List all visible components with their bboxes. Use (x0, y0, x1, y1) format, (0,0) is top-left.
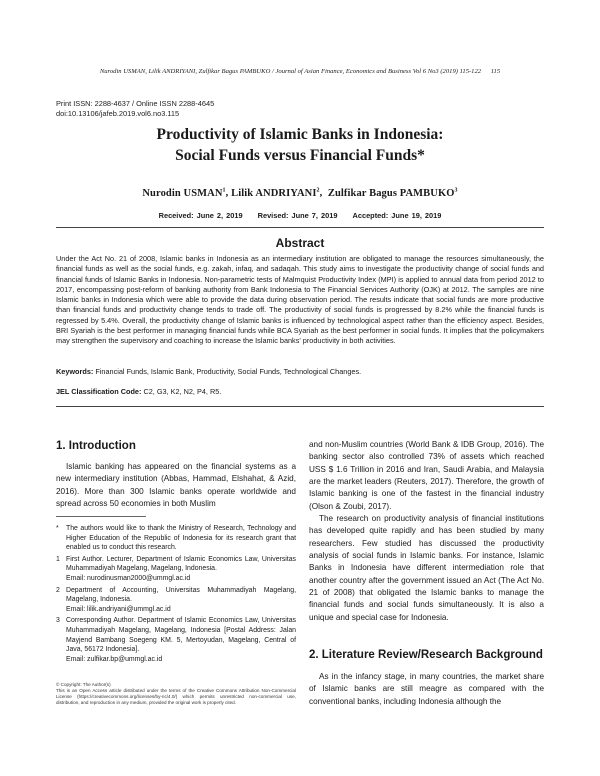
title-line-2: Social Funds versus Financial Funds* (175, 147, 425, 164)
intro-paragraph-2: and non-Muslim countries (World Bank & IDB Group, 2016). The banking sector also controlled 73% of assets which reached USS $ 1.6 Trillion in 2016 and Iran, Saudi Arabia, and Malaysia are the market leaders (Reuters, 2017). Therefore, the growth of Islamic banking is one of the fastest in the financial industry (Olson & Zoubi, 2017). (309, 440, 544, 511)
title-line-1: Productivity of Islamic Banks in Indonesia: (156, 126, 444, 143)
author-2: Lilik ANDRIYANI$^2$ (231, 187, 320, 199)
email-author-3: Email: zulfikar.bp@ummgl.ac.id (66, 655, 163, 663)
abstract-body: Under the Act No. 21 of 2008, Islamic banks in Indonesia as an intermediary institution are obligated to manage the resources simultaneously, the financial funds as well as the social funds, e.g. zakah, infaq, and sadaqah. This study aims to investigate the productivity change of social funds and financial funds of Islamic Banks in Indonesia. Non-parametric tests of Malmquist Productivity Index (MPI) is applied to annual data from period 2012 to 2017, encompassing post-reform of banking authority from Bank Indonesia to The Financial Services Authority (OJK) at 2012. The samples are nine Islamic banks in Indonesia which were able to provide the data during observation period. The results indicate that social funds are more productive than financial funds and productivity change tends to trade off. The productivity of social funds is progressed by 8.2% while the financial funds is regressed by 5.4%. Overall, the productivity change of Islamic banks is influenced by technological aspect rather than the efficiency aspect. Besides, BRI Syariah is the best performer in managing financial funds while BCA Syariah as the best performer in social funds. It implies that the policymakers may strengthen the supervisory and coaching to increase the Islamic banks' productivity in both activities. (56, 254, 544, 346)
paper-title (0, 124, 600, 166)
submission-dates (0, 211, 600, 220)
author-1: Nurodin USMAN$^1$ (142, 187, 226, 199)
license-text: This is an Open Access article distributed under the terms of the Creative Commons Attribution Non-Commercial License (https://creativecommons.org/licenses/by-nc/4.0/) which permits unrestricted non-commercial use, distribution, and reproduction in any medium, provided the original work is properly cited. (56, 688, 296, 705)
footnotes (56, 524, 296, 666)
divider-top (56, 227, 544, 228)
keywords (56, 367, 544, 377)
footnote-3: 3 Corresponding Author. Department of Islamic Economics Law, Universitas Muhammadiyah Magelang, Magelang, Indonesia [Postal Address: Jalan Mayjend Bambang Soegeng KM. 5, Mertoyudan, Magelang, Central of Java, 56172 Indonesia]. Email: zulfikar.bp@ummgl.ac.id (56, 617, 296, 663)
jel-label: JEL Classification Code: (56, 387, 142, 396)
copyright-line: © Copyright: The Author(s) (56, 682, 111, 687)
author-list: Nurodin USMAN$^1$, Lilik ANDRIYANI$^2$, Zulfikar Bagus PAMBUKO$^3$ (142, 187, 458, 199)
literature-paragraph-1: As in the infancy stage, in many countries, the market share of Islamic banks are still meagre as compared with the conventional banks, including Indonesia although the (309, 672, 544, 706)
intro-right-column (309, 439, 544, 624)
intro-paragraph-1: Islamic banking has appeared on the financial systems as a new intermediary institution (Abbas, Hammad, Elshahat, & Azid, 2016). More than 300 Islamic banks operate worldwide and spread across 50 economies in both Muslim (56, 462, 296, 509)
divider-bottom (56, 406, 544, 407)
license-block (56, 682, 296, 706)
running-header (40, 68, 560, 75)
accepted-date: Accepted: June 19, 2019 (352, 211, 442, 220)
intro-paragraph-3: The research on productivity analysis of financial institutions has developed quite rapidly and has been studied by many researchers. Few studied has discussed the productivity analysis of social funds in Islamic banks. For instance, Islamic Banks in Indonesia have different intermediation role that another country after the government issued an Act (The Act No. 21 of 2008) that obligated the Islamic banks to manage the financial funds and social funds simultaneously. It is also a unique and special case for Indonesia. (309, 514, 544, 622)
footnote-ack: * The authors would like to thank the Ministry of Research, Technology and Higher Education of the Republic of Indonesia for its research grant that enabled us to conduct this research. (56, 525, 296, 552)
abstract-heading: Abstract (275, 236, 325, 250)
section-heading-literature: 2. Literature Review/Research Background (309, 649, 543, 661)
email-author-1: Email: nurodinusman2000@ummgl.ac.id (66, 574, 191, 582)
running-header-text: Nurodin USMAN, Lilik ANDRIYANI, Zulfikar Bagus PAMBUKO / Journal of Asian Finance, Economics and Business Vol 6 No3 (2019) 115-122 (99, 68, 482, 75)
revised-date: Revised: June 7, 2019 (257, 211, 338, 220)
keywords-text: Financial Funds, Islamic Bank, Productivity, Social Funds, Technological Changes. (95, 367, 362, 376)
jel-codes (56, 387, 544, 397)
received-date: Received: June 2, 2019 (158, 211, 243, 220)
footnote-1: 1 First Author. Lecturer, Department of Islamic Economics Law, Universitas Muhammadiyah Magelang, Magelang, Indonesia. Email: nurodinusman2000@ummgl.ac.id (56, 555, 296, 582)
keywords-label: Keywords: (56, 367, 94, 376)
literature-column (309, 671, 544, 708)
section-heading-introduction: 1. Introduction (56, 440, 136, 452)
page-number: 115 (490, 68, 501, 75)
doi-text: doi:10.13106/jafeb.2019.vol6.no3.115 (56, 109, 180, 118)
email-author-2: Email: lilik.andriyani@ummgl.ac.id (66, 605, 171, 613)
intro-left-column (56, 461, 296, 510)
footnote-2: 2 Department of Accounting, Universitas Muhammadiyah Magelang, Magelang, Indonesia. Email: lilik.andriyani@ummgl.ac.id (56, 586, 296, 613)
issn-text: Print ISSN: 2288-4637 / Online ISSN 2288-4645 (56, 99, 215, 108)
footnote-separator (56, 516, 146, 517)
author-3: Zulfikar Bagus PAMBUKO$^3$ (327, 187, 458, 199)
jel-text: C2, G3, K2, N2, P4, R5. (143, 387, 222, 396)
issn-block (56, 99, 214, 119)
